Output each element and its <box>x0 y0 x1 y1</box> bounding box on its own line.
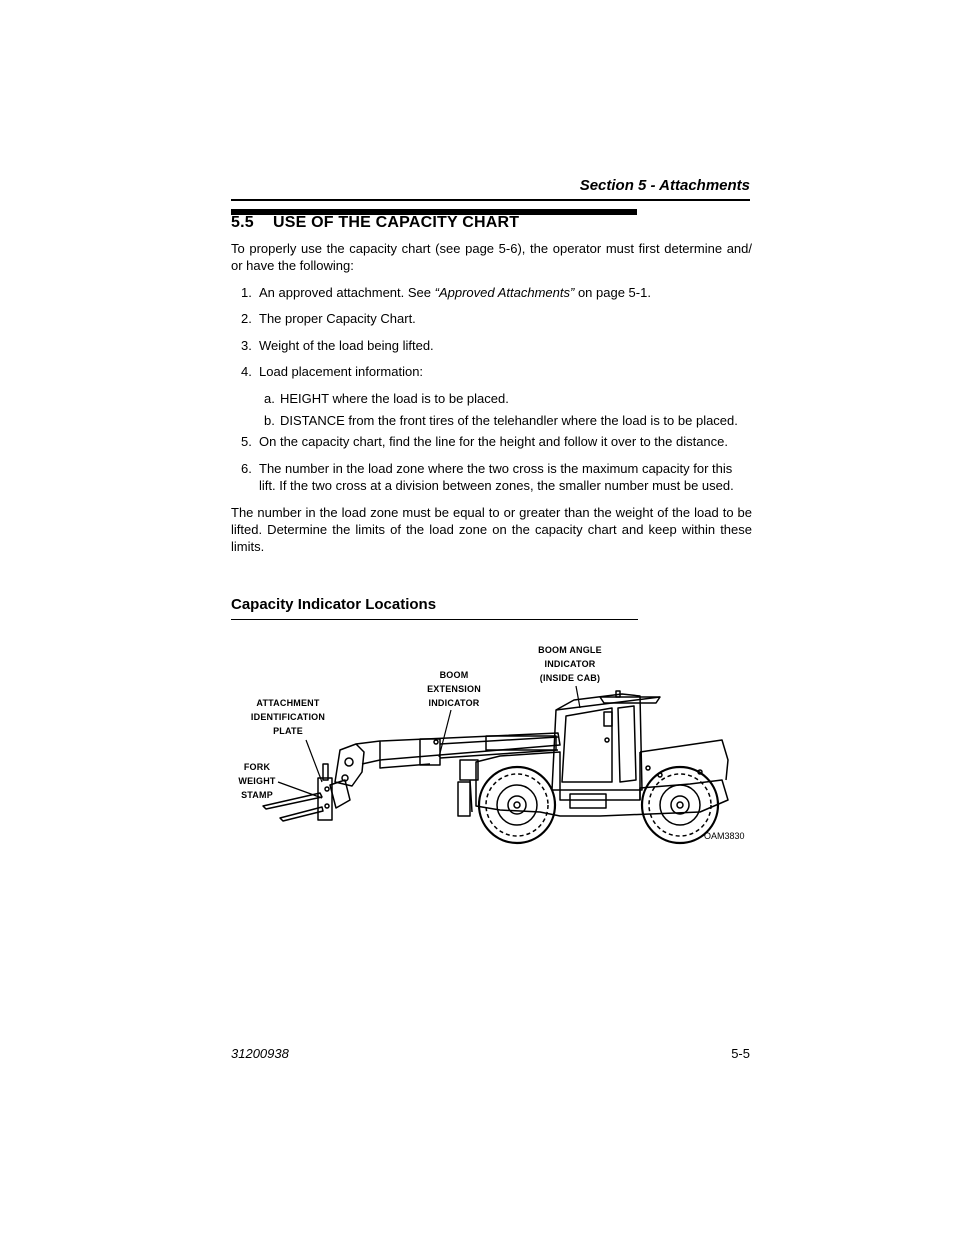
intro-paragraph: To properly use the capacity chart (see page 5-6), the operator must first determine and/ or have the following: <box>231 241 752 273</box>
page-number: 5-5 <box>731 1046 750 1061</box>
sublist-item: a. HEIGHT where the load is to be placed. <box>264 391 509 406</box>
list-item: 6. The number in the load zone where the two cross is the maximum capacity for this lift. If the two cross at a division between zones, the smaller number must be used. <box>241 461 734 493</box>
cab <box>552 691 660 790</box>
sublist-item: b. DISTANCE from the front tires of the telehandler where the load is to be placed. <box>264 413 738 428</box>
forks <box>263 793 323 821</box>
boom <box>356 733 560 768</box>
boom-head <box>335 744 364 786</box>
list-item: 5. On the capacity chart, find the line for the height and follow it over to the distance. <box>241 434 728 449</box>
section-title: USE OF THE CAPACITY CHART <box>273 214 520 231</box>
list-item: 4. Load placement information: <box>241 364 424 379</box>
lift-cylinder <box>458 760 478 816</box>
cross-reference: “Approved Attachments” <box>434 285 575 300</box>
label-boom-extension-indicator: BOOM EXTENSION INDICATOR <box>427 670 481 708</box>
figure-id: OAM3830 <box>704 831 745 841</box>
leader-line <box>439 710 451 757</box>
label-fork-weight-stamp: FORK WEIGHT STAMP <box>238 762 276 800</box>
rear-wheel <box>642 767 718 843</box>
closing-paragraph: The number in the load zone must be equal to or greater than the weight of the load to be lifted. Determine the limits of the load zone on the capacity chart and keep within these limits. <box>231 505 752 554</box>
leader-line <box>278 782 322 798</box>
list-item: 2. The proper Capacity Chart. <box>241 311 416 326</box>
leader-line <box>306 740 322 782</box>
section-header: Section 5 - Attachments <box>579 177 750 194</box>
section-number: 5.5 <box>231 214 254 231</box>
label-attachment-plate: ATTACHMENT IDENTIFICATION PLATE <box>250 698 326 736</box>
subsection-heading: Capacity Indicator Locations <box>231 596 437 613</box>
list-item: 1. An approved attachment. See “Approved Attachments” on page 5-1. <box>241 285 651 300</box>
doc-number: 31200938 <box>231 1046 289 1061</box>
list-item: 3. Weight of the load being lifted. <box>241 338 434 353</box>
label-boom-angle-indicator: BOOM ANGLE INDICATOR (INSIDE CAB) <box>538 645 602 683</box>
front-wheel <box>479 767 555 843</box>
leader-line <box>576 686 580 708</box>
